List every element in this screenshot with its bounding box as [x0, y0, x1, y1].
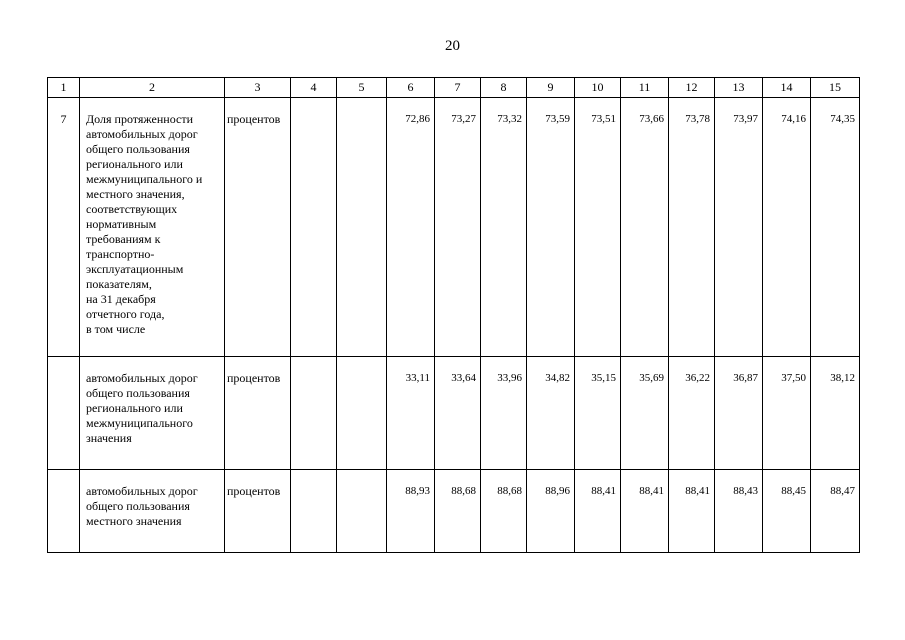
empty-cell: [291, 98, 337, 357]
indicator-name-line: отчетного года,: [86, 307, 165, 321]
value-cell: 73,66: [621, 98, 669, 357]
page-number: 20: [445, 38, 460, 54]
row-number-cell: [48, 470, 80, 553]
unit-cell: процентов: [225, 470, 291, 553]
indicator-name-line: на 31 декабря: [86, 292, 156, 306]
indicator-name-cell: [80, 357, 225, 470]
value-cell: 33,11: [387, 357, 435, 470]
value-cell: 73,97: [715, 98, 763, 357]
indicator-name-line: значения: [86, 431, 132, 445]
indicator-name-line: автомобильных дорог: [86, 371, 198, 385]
header-cell: 4: [291, 78, 337, 98]
value-cell: 34,82: [527, 357, 575, 470]
value-cell: 36,22: [669, 357, 715, 470]
value-cell: 33,96: [481, 357, 527, 470]
header-cell: 2: [80, 78, 225, 98]
indicator-name-line: автомобильных дорог: [86, 127, 198, 141]
value-cell: 88,68: [435, 470, 481, 553]
value-cell: 88,93: [387, 470, 435, 553]
header-cell: 7: [435, 78, 481, 98]
indicator-name-line: регионального или: [86, 157, 183, 171]
header-cell: 5: [337, 78, 387, 98]
unit-cell: процентов: [225, 98, 291, 357]
header-cell: 1: [48, 78, 80, 98]
header-cell: 3: [225, 78, 291, 98]
empty-cell: [291, 470, 337, 553]
header-cell: 10: [575, 78, 621, 98]
empty-cell: [291, 357, 337, 470]
row-number-cell: 7: [48, 98, 80, 357]
table-row: [48, 470, 860, 553]
value-cell: 37,50: [763, 357, 811, 470]
table-row: [48, 98, 860, 357]
value-cell: 35,15: [575, 357, 621, 470]
value-cell: 88,41: [575, 470, 621, 553]
empty-cell: [337, 98, 387, 357]
value-cell: 72,86: [387, 98, 435, 357]
indicator-name-line: регионального или: [86, 401, 183, 415]
indicator-name-line: соответствующих: [86, 202, 178, 216]
table-row: [48, 357, 860, 470]
indicator-name-line: показателям,: [86, 277, 152, 291]
indicator-name-line: эксплуатационным: [86, 262, 184, 276]
value-cell: 88,45: [763, 470, 811, 553]
empty-cell: [337, 357, 387, 470]
value-cell: 73,59: [527, 98, 575, 357]
header-cell: 13: [715, 78, 763, 98]
header-cell: 11: [621, 78, 669, 98]
header-row: [48, 78, 860, 98]
indicator-name-line: местного значения: [86, 514, 182, 528]
indicator-name-line: автомобильных дорог: [86, 484, 198, 498]
indicator-name-line: транспортно-: [86, 247, 155, 261]
value-cell: 74,35: [811, 98, 860, 357]
header-cell: 12: [669, 78, 715, 98]
header-cell: 15: [811, 78, 860, 98]
row-number-cell: [48, 357, 80, 470]
value-cell: 73,27: [435, 98, 481, 357]
indicator-name-line: межмуниципального и: [86, 172, 203, 186]
value-cell: 88,47: [811, 470, 860, 553]
header-cell: 9: [527, 78, 575, 98]
indicator-name-line: общего пользования: [86, 499, 190, 513]
indicator-name-line: в том числе: [86, 322, 146, 336]
indicator-name-line: межмуниципального: [86, 416, 193, 430]
header-cell: 6: [387, 78, 435, 98]
indicator-name-line: требованиям к: [86, 232, 161, 246]
value-cell: 88,43: [715, 470, 763, 553]
value-cell: 88,41: [669, 470, 715, 553]
value-cell: 73,32: [481, 98, 527, 357]
indicator-name-line: нормативным: [86, 217, 157, 231]
indicator-table: [47, 77, 860, 553]
value-cell: 88,96: [527, 470, 575, 553]
empty-cell: [337, 470, 387, 553]
value-cell: 73,78: [669, 98, 715, 357]
indicator-name-cell: [80, 98, 225, 357]
value-cell: 73,51: [575, 98, 621, 357]
unit-cell: процентов: [225, 357, 291, 470]
indicator-name-line: общего пользования: [86, 142, 190, 156]
indicator-name-line: Доля протяженности: [86, 112, 193, 126]
value-cell: 88,68: [481, 470, 527, 553]
header-cell: 8: [481, 78, 527, 98]
indicator-name-line: общего пользования: [86, 386, 190, 400]
value-cell: 35,69: [621, 357, 669, 470]
indicator-name-line: местного значения,: [86, 187, 185, 201]
value-cell: 33,64: [435, 357, 481, 470]
value-cell: 88,41: [621, 470, 669, 553]
indicator-name-cell: [80, 470, 225, 553]
value-cell: 36,87: [715, 357, 763, 470]
value-cell: 74,16: [763, 98, 811, 357]
header-cell: 14: [763, 78, 811, 98]
value-cell: 38,12: [811, 357, 860, 470]
